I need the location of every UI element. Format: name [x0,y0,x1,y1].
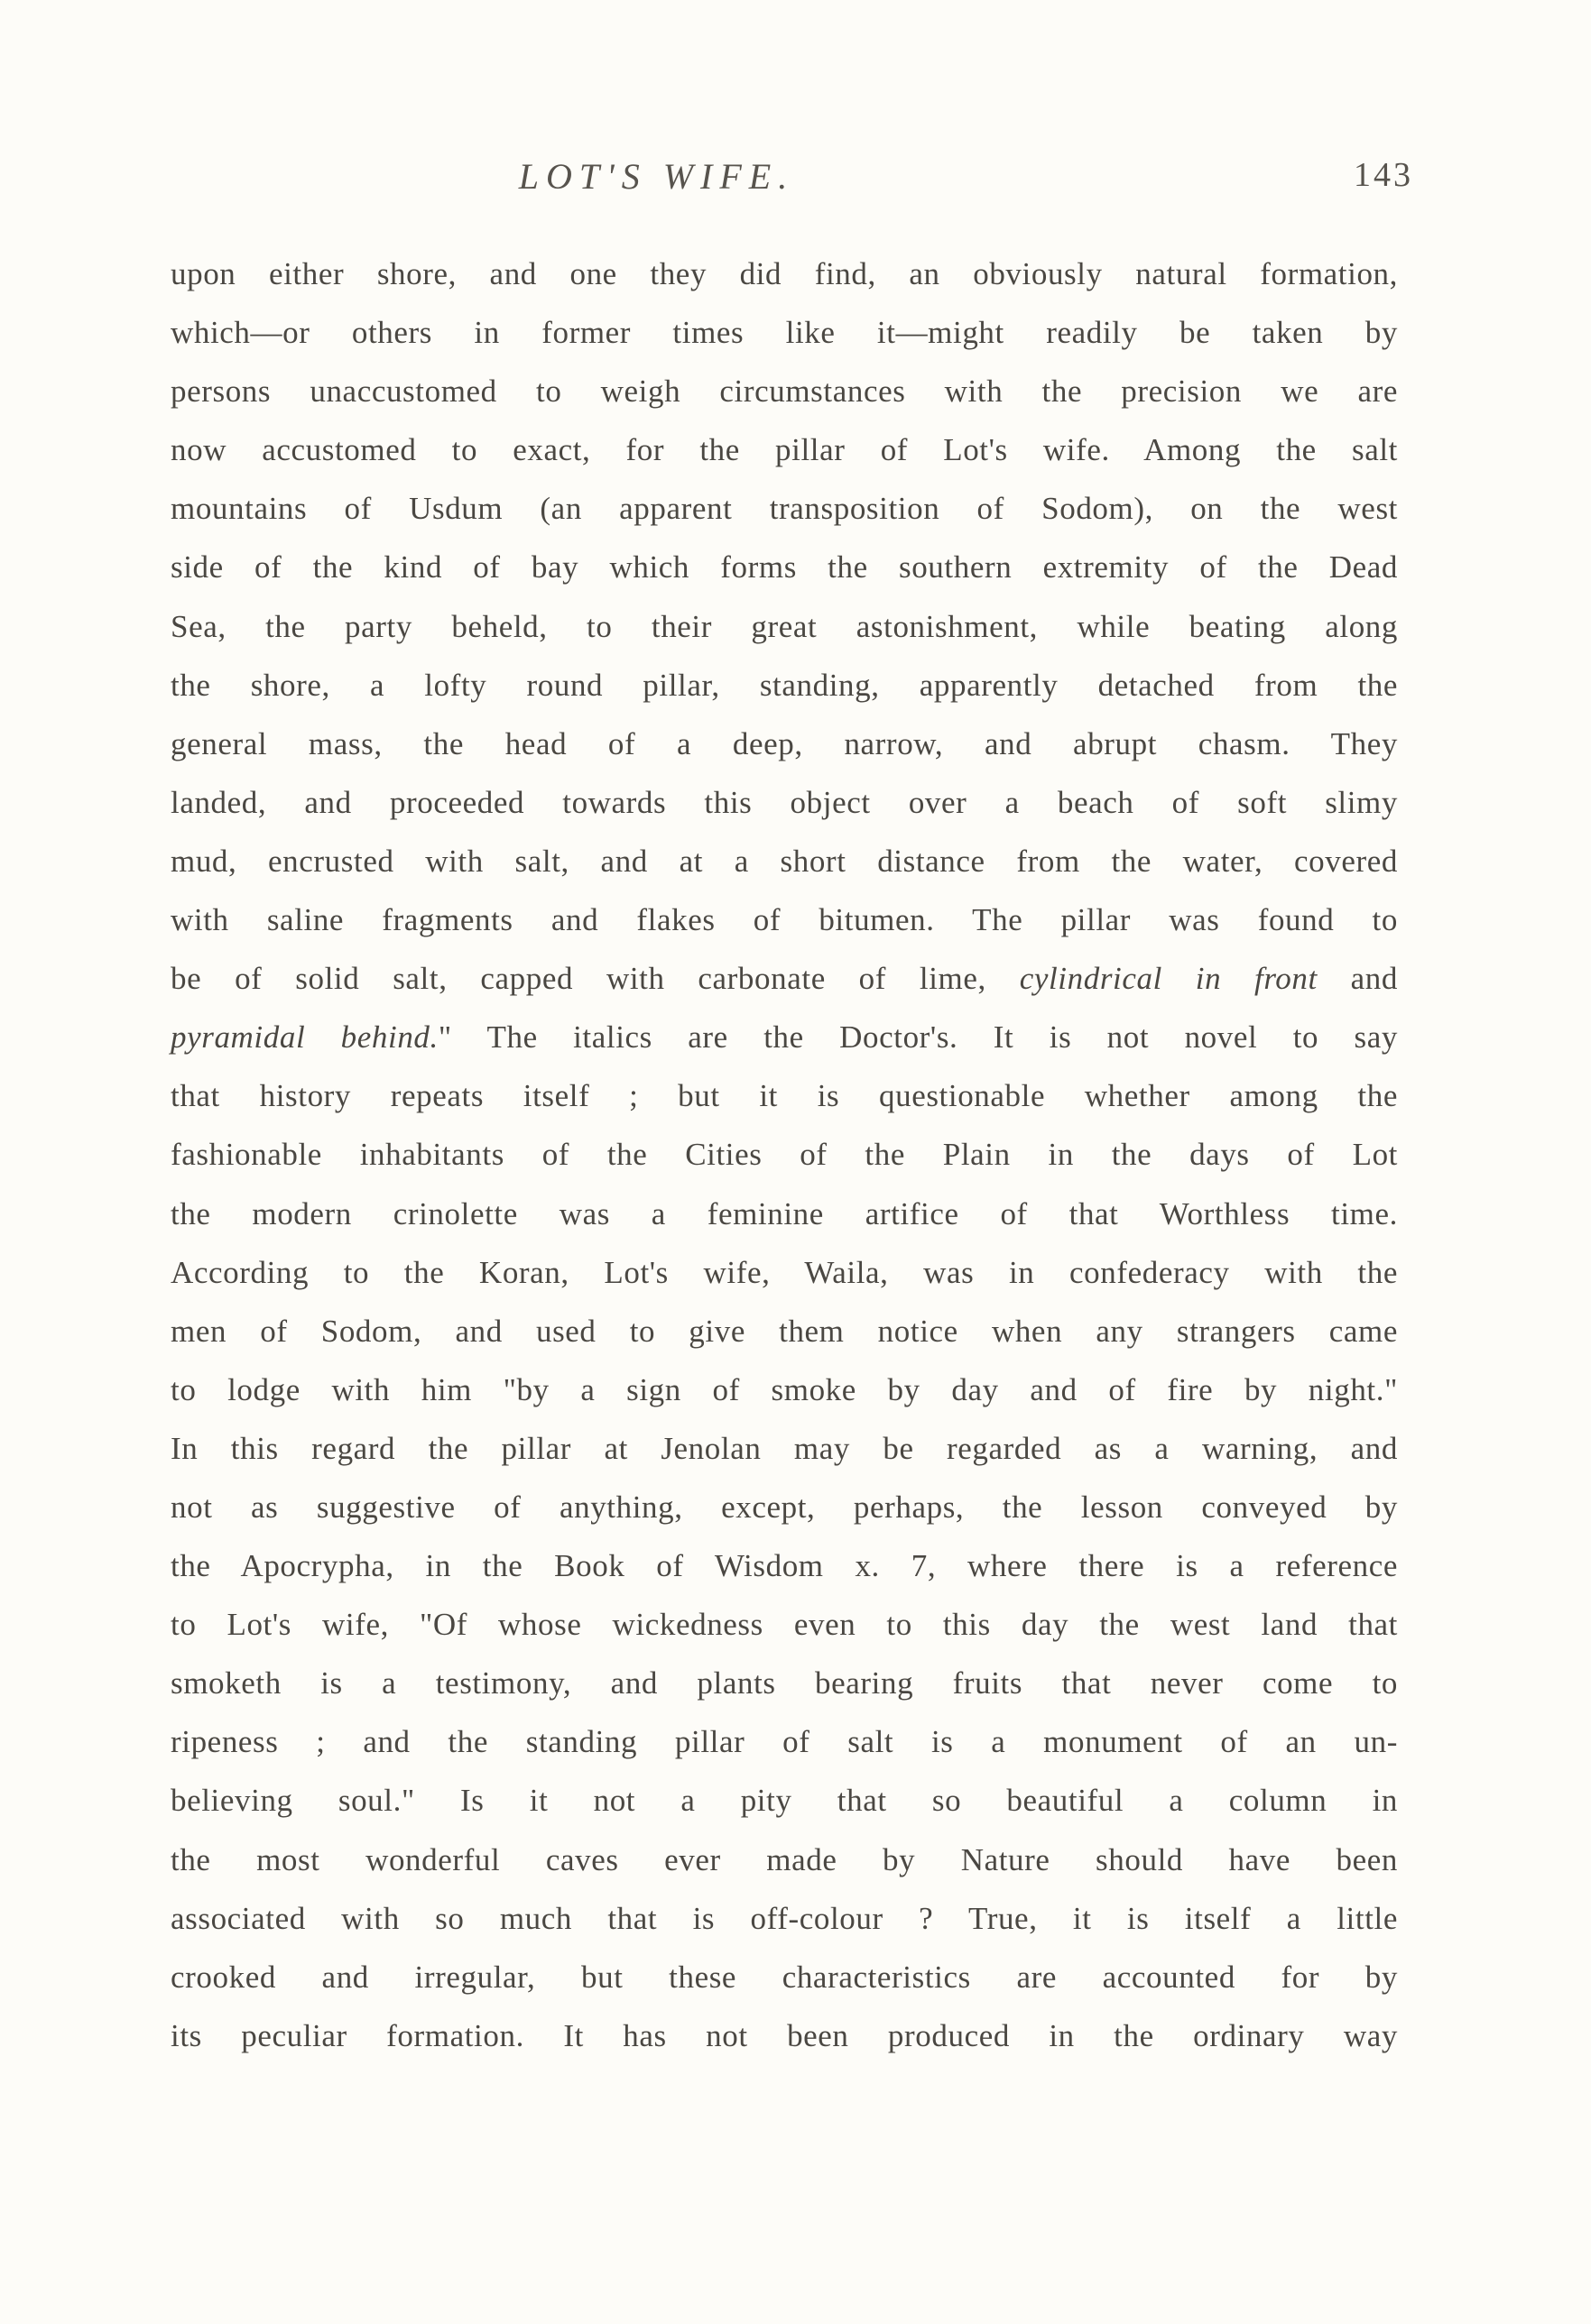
line-text: its peculiar formation. It has not been produced in the ordinary way [171,2017,1398,2053]
text-line [171,1243,1398,1302]
text-line [171,1419,1398,1478]
text-line [171,2006,1398,2065]
text-line-content [171,1960,1398,1995]
line-text: ripeness ; and the standing pillar of salt is a monument of an un- [171,1724,1398,1760]
text-line [171,1595,1398,1654]
line-text: with saline fragments and flakes of bitumen. The pillar was found to [171,902,1398,938]
line-text: side of the kind of bay which forms the southern extremity of the Dead [171,549,1398,586]
line-text: which—or others in former times like it—might readily be taken by [171,315,1398,351]
line-text-after: " The italics are the Doctor's. It is not novel to say [438,1019,1398,1056]
text-line [171,1889,1398,1948]
line-text: now accustomed to exact, for the pillar of Lot's wife. Among the salt [171,432,1398,468]
line-text: In this regard the pillar at Jenolan may be regarded as a warning, and [171,1430,1398,1466]
text-line-content [171,374,1398,409]
text-line-content [171,1489,1398,1525]
line-text: mountains of Usdum (an apparent transposition of Sodom), on the west [171,491,1398,527]
text-line-content [171,1019,1398,1055]
line-text: be of solid salt, capped with carbonate of lime, [171,961,986,997]
text-line-content [171,1255,1398,1290]
text-line-content [171,1783,1398,1818]
text-line-content [171,902,1398,937]
line-text: that history repeats itself ; but it is questionable whether among the [171,1078,1398,1114]
page-text [171,244,1398,2065]
line-text: mud, encrusted with salt, and at a short distance from the water, covered [171,843,1398,879]
text-line [171,1712,1398,1771]
text-line [171,773,1398,832]
text-line-content [171,1314,1398,1349]
page-number: 143 [1354,156,1413,194]
text-line [171,479,1398,538]
italic-phrase: pyramidal behind. [171,1019,439,1056]
text-line [171,362,1398,420]
text-line-content [171,961,1398,996]
line-text: to Lot's wife, "Of whose wickedness even to this day the west land that [171,1607,1398,1643]
text-line-content [171,1196,1398,1231]
text-line-content [171,1431,1398,1466]
line-text: men of Sodom, and used to give them notice when any strangers came [171,1313,1398,1349]
text-line-content [171,491,1398,526]
line-text: According to the Koran, Lot's wife, Waila, was in confederacy with the [171,1254,1398,1290]
line-text: persons unaccustomed to weigh circumstances with the precision we are [171,374,1398,410]
text-line [171,597,1398,656]
line-text: crooked and irregular, but these characteristics are accounted for by [171,1959,1398,1995]
line-text: associated with so much that is off-colour ? True, it is itself a little [171,1900,1398,1936]
text-line [171,538,1398,596]
text-line-content [171,1548,1398,1583]
text-line [171,832,1398,890]
line-text: Sea, the party beheld, to their great astonishment, while beating along [171,608,1398,644]
text-line [171,1302,1398,1360]
text-line [171,715,1398,773]
text-line [171,244,1398,303]
text-line [171,420,1398,479]
line-text: to lodge with him "by a sign of smoke by day and of fire by night." [171,1371,1398,1407]
line-text: the Apocrypha, in the Book of Wisdom x. 7, where there is a reference [171,1548,1398,1584]
text-line [171,1478,1398,1536]
running-title: LOT'S WIFE. [518,156,795,197]
line-text: the most wonderful caves ever made by Nature should have been [171,1841,1398,1877]
text-line-content [171,432,1398,467]
text-line [171,303,1398,362]
text-line-content [171,1724,1398,1759]
text-line [171,1831,1398,1889]
text-line-content [171,1372,1398,1407]
text-line-content [171,1137,1398,1172]
text-line-content [171,844,1398,879]
text-line [171,1125,1398,1184]
line-text: landed, and proceeded towards this object over a beach of soft slimy [171,784,1398,820]
text-line-content [171,2018,1398,2053]
text-line-content [171,1607,1398,1642]
line-text: believing soul." Is it not a pity that so beautiful a column in [171,1783,1398,1819]
text-line-content [171,726,1398,761]
text-line-content [171,1842,1398,1877]
text-line-content [171,549,1398,585]
text-line [171,1008,1398,1066]
text-line [171,1536,1398,1595]
italic-phrase: cylindrical in front [1019,961,1318,997]
text-line [171,1771,1398,1830]
text-line [171,1066,1398,1125]
line-text: general mass, the head of a deep, narrow, and abrupt chasm. They [171,725,1398,761]
text-line-content [171,609,1398,644]
text-line-content [171,1665,1398,1701]
line-text: not as suggestive of anything, except, perhaps, the lesson conveyed by [171,1489,1398,1525]
text-line-content [171,785,1398,820]
line-text-after: and [1350,961,1399,997]
text-line-content [171,315,1398,350]
text-line-content [171,668,1398,703]
text-line-content [171,256,1398,291]
text-line-content [171,1901,1398,1936]
line-text: smoketh is a testimony, and plants bearing fruits that never come to [171,1665,1398,1702]
text-line [171,1948,1398,2006]
text-line [171,1654,1398,1712]
line-text: the shore, a lofty round pillar, standing, apparently detached from the [171,667,1398,703]
text-line [171,890,1398,949]
text-line-content [171,1078,1398,1113]
text-line [171,949,1398,1008]
line-text: the modern crinolette was a feminine artifice of that Worthless time. [171,1195,1398,1231]
text-line [171,1360,1398,1419]
line-text: fashionable inhabitants of the Cities of the Plain in the days of Lot [171,1137,1398,1173]
running-head [0,155,1591,209]
text-line [171,1185,1398,1243]
text-line [171,656,1398,715]
line-text: upon either shore, and one they did find, an obviously natural formation, [171,256,1398,291]
